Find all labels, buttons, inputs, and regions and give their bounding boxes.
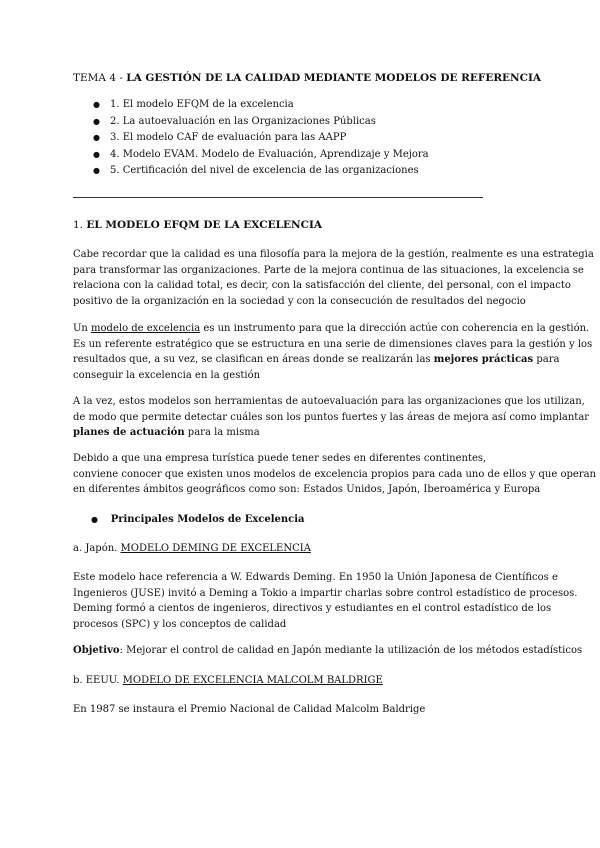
paragraph-deming bbox=[73, 570, 577, 632]
japan-heading bbox=[73, 541, 311, 557]
text-span: es un instrumento para que la dirección actúe con coherencia en la gestión. bbox=[200, 323, 590, 334]
title-prefix: TEMA 4 - bbox=[73, 72, 127, 84]
toc-item: ● 1. El modelo EFQM de la excelencia bbox=[93, 97, 429, 114]
bullet-icon: ● bbox=[91, 515, 98, 524]
table-of-contents bbox=[93, 97, 429, 180]
toc-item: ● 4. Modelo EVAM. Modelo de Evaluación, Aprendizaje y Mejora bbox=[93, 147, 429, 164]
modelo-excelencia-term: modelo de excelencia bbox=[91, 323, 201, 334]
planes-actuacion-term: planes de actuación bbox=[73, 427, 185, 438]
mejores-practicas-term: mejores prácticas bbox=[433, 354, 534, 365]
text-line: relaciona con la calidad total, es decir, con la satisfacción del cliente, del personal, con el impacto bbox=[73, 280, 571, 291]
japan-title: MODELO DEMING DE EXCELENCIA bbox=[120, 543, 311, 554]
paragraph-model-definition bbox=[73, 321, 592, 383]
text-line: en diferentes ámbitos geográficos como son: Estados Unidos, Japón, Iberoamérica y Europa bbox=[73, 484, 541, 495]
toc-item: ● 3. El modelo CAF de evaluación para las AAPP bbox=[93, 130, 429, 147]
divider bbox=[73, 197, 483, 198]
toc-item: ● 2. La autoevaluación en las Organizaciones Públicas bbox=[93, 114, 429, 131]
text-line bbox=[73, 352, 592, 368]
text-line bbox=[73, 321, 592, 337]
usa-title: MODELO DE EXCELENCIA MALCOLM BALDRIGE bbox=[122, 675, 383, 686]
text-line bbox=[73, 425, 589, 441]
text-line: Deming formó a cientos de ingenieros, directivos y estudiantes en el control estadístico de los bbox=[73, 603, 552, 614]
section-heading bbox=[73, 219, 322, 231]
text-line: Este modelo hace referencia a W. Edwards Deming. En 1950 la Unión Japonesa de Científicos e bbox=[73, 572, 558, 583]
text-line: Ingenieros (JUSE) invitó a Deming a Tokio a impartir charlas sobre control estadístico de procesos. bbox=[73, 587, 578, 599]
toc-item: ● 5. Certificación del nivel de excelencia de las organizaciones bbox=[93, 163, 429, 180]
text-line: Es un referente estratégico que se estructura en una serie de dimensiones claves para la gestión y los bbox=[73, 338, 593, 350]
page-title bbox=[73, 72, 541, 84]
text-line: conviene conocer que existen unos modelos de excelencia propios para cada uno de ellos y que operan bbox=[73, 468, 596, 480]
text-line: Debido a que una empresa turística puede tener sedes en diferentes continentes, bbox=[73, 453, 487, 464]
text-line: para transformar las organizaciones. Parte de la mejora continua de las situaciones, la excelencia se bbox=[73, 264, 584, 276]
text-line: procesos (SPC) y los conceptos de calidad bbox=[73, 618, 287, 630]
japan-prefix: a. Japón. bbox=[73, 543, 121, 554]
objective-text: : Mejorar el control de calidad en Japón mediante la utilización de los métodos estadísticos bbox=[119, 645, 583, 656]
subheading-text: Principales Modelos de Excelencia bbox=[110, 514, 305, 525]
usa-heading bbox=[73, 673, 383, 689]
paragraph-intro bbox=[73, 247, 594, 309]
paragraph-baldrige bbox=[73, 702, 425, 718]
text-line: Cabe recordar que la calidad es una filosofía para la mejora de la gestión, realmente es una estrategia bbox=[73, 249, 594, 260]
text-span: resultados que, a su vez, se clasifican en áreas donde se realizarán las bbox=[73, 354, 434, 365]
text-span: Un bbox=[73, 323, 92, 334]
paragraph-self-assessment bbox=[73, 394, 589, 441]
text-line: conseguir la excelencia en la gestión bbox=[73, 369, 261, 381]
usa-prefix: b. EEUU. bbox=[73, 675, 123, 686]
text-line: En 1987 se instaura el Premio Nacional de Calidad Malcolm Baldrige bbox=[73, 704, 426, 715]
subheading-principal-models bbox=[91, 512, 305, 528]
paragraph-regional-models bbox=[73, 451, 596, 498]
objective-line bbox=[73, 643, 582, 659]
text-span: para bbox=[533, 354, 560, 365]
title-text: LA GESTIÓN DE LA CALIDAD MEDIANTE MODELOS DE REFERENCIA bbox=[126, 72, 542, 84]
section-title: EL MODELO EFQM DE LA EXCELENCIA bbox=[86, 219, 323, 231]
objective-label: Objetivo bbox=[73, 645, 120, 656]
text-line: de modo que permite detectar cuáles son los puntos fuertes y las áreas de mejora así como implantar bbox=[73, 411, 590, 423]
text-span: para la misma bbox=[184, 427, 260, 438]
text-line: positivo de la organización en la sociedad y con la consecución de resultados del negocio bbox=[73, 295, 526, 307]
section-number: 1. bbox=[73, 219, 87, 231]
text-line: A la vez, estos modelos son herramientas de autoevaluación para las organizaciones que los utilizan, bbox=[73, 396, 585, 407]
